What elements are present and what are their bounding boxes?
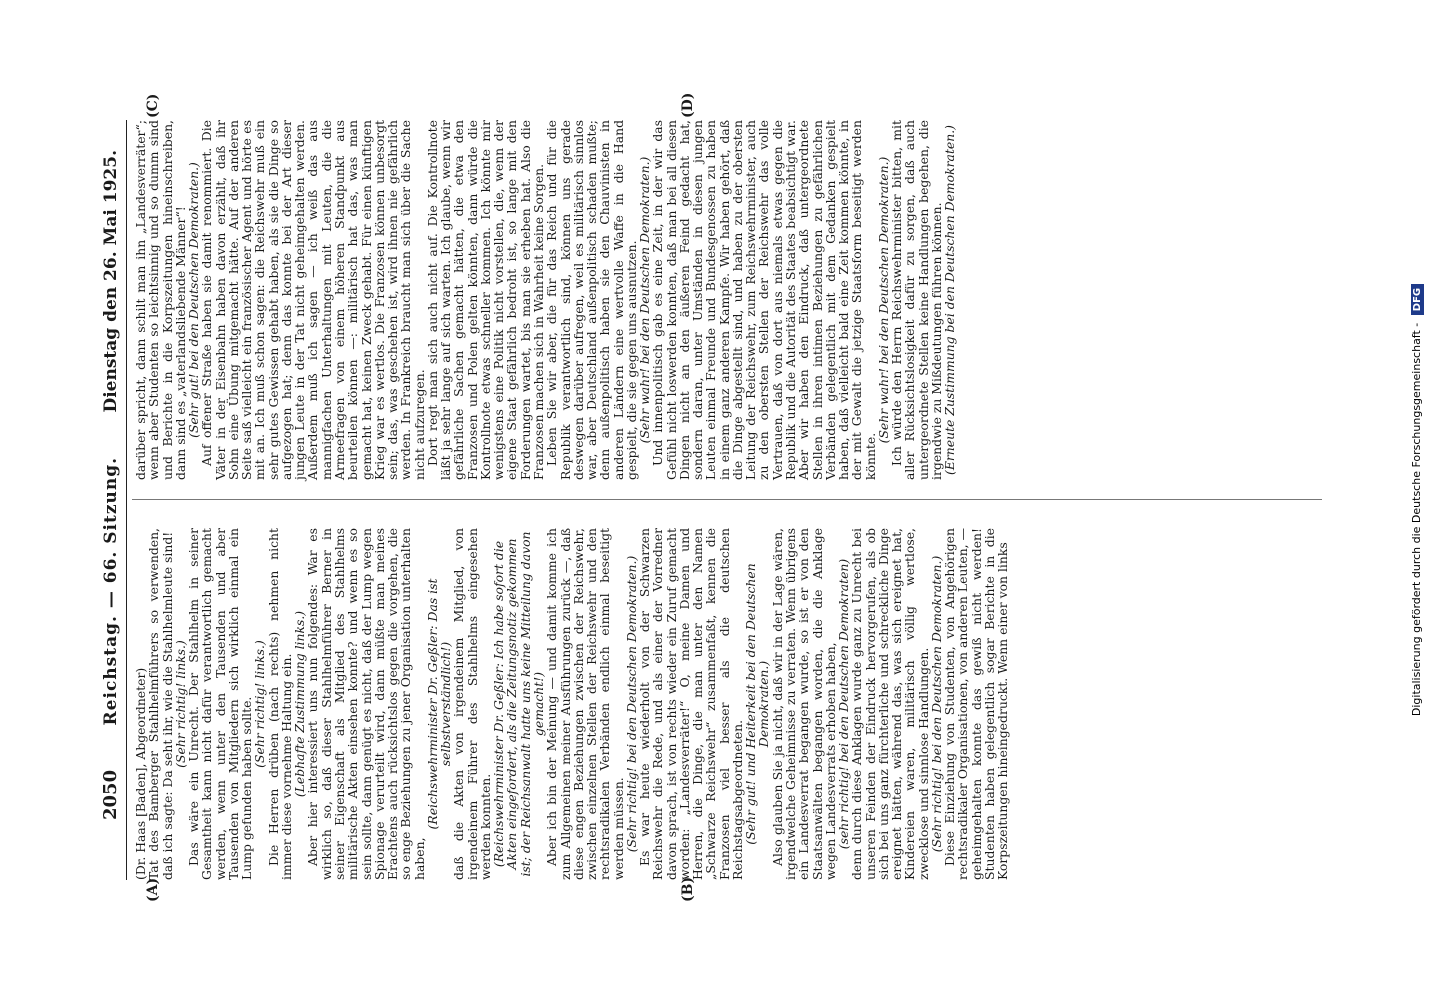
margin-letter-b: (B) [680,876,696,902]
dfg-logo: DFG [1411,284,1424,315]
interjection: (sehr richtig! bei den Deutschen Demokraten) [836,558,852,850]
margin-letter-a: (A) [145,877,161,902]
interjection: (Sehr richtig! bei den Deutschen Demokraten.) [623,555,639,853]
interjection: (Reichswehrminister Dr. Geßler: Ich habe sofort die Akten eingefordert, als die Zeitungsnotiz gekommen ist; der Reichsanwalt hatte uns keine Mitteilung davon gemacht!) [491,531,546,877]
paragraph: Das wäre ein Unrecht. Der Stahlhelm in seiner Gesamtheit kann nicht dafür verantwortlich gemacht werden, wenn unter den Tausenden und aber Tausenden von Mitgliedern sich wirklich einmal ein Lump gefunden haben sollte. [186,528,255,880]
paragraph: daß die Akten von irgendeinem Mitglied, von irgendeinem Führer des Stahlhelms eingesehen werden konnten. [451,528,493,880]
paragraph: Ich würde den Herrn Reichswehrminister bitten, mit aller Rücksichtslosigkeit dafür zu sorgen, daß auch untergeordnete Stellen keine Handlungen begehen, die irgendwie zu Mißdeutungen führen können. [889,120,944,480]
paragraph: Und innenpolitisch gab es eine Zeit, in der wir das Gefühl nicht loswerden konnten, daß man bei all diesen Dingen nicht an den äußeren Feind gedacht hat, sondern daran, unter Umständen in diesen jungen Leuten einmal Freunde und Bundesgenossen zu haben in einem ganz anderen Kampfe. Wir haben gehört, daß die Dinge abgestellt sind, und haben zu der obersten Leitung der Reichswehr, zum Reichswehrminister, auch zu den obersten Stellen der Reichswehr das volle Vertrauen, daß von dort aus niemals etwas gegen die Republik und die Autorität des Staates beabsichtigt war. Aber wir haben den Eindruck, daß untergeordnete Stellen in ihren intimen Beziehungen zu gefährlichen Verbänden gelegentlich mit dem Gedanken gespielt haben, daß vielleicht bald eine Zeit kommen könnte, in der mit Gewalt die jetzige Staatsform beseitigt werden könnte. [650,120,878,480]
paragraph: Aber ich bin der Meinung — und damit komme ich zum Allgemeinen meiner Ausführungen zurück —, daß diese engen Beziehungen zwischen der Reichswehr, zwischen einzelnen Stellen der Reichswehr und den rechtsradikalen Verbänden endlich einmal beseitigt werden müssen. [544,528,626,880]
left-column [134,528,1010,880]
interjection: (Sehr wahr! bei den Deutschen Demokraten.) [637,156,653,444]
paragraph: denn durch diese Anklagen wurde ganz zu Unrecht bei unseren Feinden der Eindruck hervorgerufen, als ob sich bei uns ganz fürchterliche und schreckliche Dinge ereignet hätten, während das, was sich ereignet hat, Kindereien waren, militärisch völlig wertlose, zwecklose und sinnlose Handlungen. [849,528,931,880]
interjection: (Sehr gut! bei den Deutschen Demokraten.) [186,162,202,438]
interjection: (Sehr gut! und Heiterkeit bei den Deutschen Demokraten.) [743,563,772,845]
interjection: (Erneute Zustimmung bei den Deutschen Demokraten.) [942,124,958,476]
page-header [100,150,124,820]
paragraph: Also glauben Sie ja nicht, daß wir in der Lage wären, irgendwelche Geheimnisse zu verraten. Wenn übrigens ein Landesverrat begangen wurde, so ist er von den Staatsanwälten begangen worden, die die Anklage wegen Landesverrats erhoben haben, [769,528,838,880]
paragraph: Leben Sie wir aber, die für das Reich und für die Republik verantwortlich sind, können uns gerade deswegen darüber aufregen, weil es militärisch sinnlos war, aber Deutschland außenpolitisch schaden mußte; denn außenpolitisch haben sie den Chauvinisten in anderen Ländern eine wertvolle Waffe in die Hand gespielt, die sie gegen uns ausnutzen. [544,120,639,480]
interjection: (Sehr richtig! links.) [252,640,268,768]
paragraph: Diese Einziehung von Studenten, von Angehörigen rechtsradikaler Organisationen, von anderen Leuten, — geheimgehalten konnte das gewiß nicht werden! Studenten haben gelegentlich sogar Berichte in die Korpszeitungen hineingedruckt. Wenn einer von links [942,528,1011,880]
page-title: Reichstag. — 66. Sitzung. [101,456,121,726]
paragraph: Aber hier interessiert uns nun folgendes: War es wirklich so, daß dieser Stahlhelmführer Berner in seiner Eigenschaft als Mitglied des Stahlhelms militärische Akten einsehen konnte? und wenn es so sein sollte, dann genügt es nicht, daß der Lump wegen Spionage verurteilt wird, dann müßte man meines Erachtens auch rücksichtslos gegen die vorgehen, die so enge Beziehungen zu jener Organisation unterhalten haben, [305,528,427,880]
footer-text: Digitalisierung gefördert durch die Deutsche Forschungsgemeinschaft - [1410,322,1423,717]
paragraph: Auf offener Straße haben sie damit renommiert. Die Väter in der Eisenbahn haben davon erzählt, daß ihr Sohn eine Übung mitgemacht hätte. Auf der anderen Seite saß vielleicht ein französischer Agent und hörte es mit an. Ich muß schon sagen: die Reichswehr muß ein sehr gutes Gewissen gehabt haben, als sie die Dinge so aufgezogen hat; denn das konnte bei der Art dieser jungen Leute in der Tat nicht geheimgehalten werden. Außerdem muß ich sagen — ich weiß das aus mannigfachen Unterhaltungen mit Leuten, die die Armeefragen von einem höheren Standpunkt aus beurteilen können —: militärisch hat das, was man gemacht hat, keinen Zweck gehabt. Für einen künftigen Krieg war es wertlos. Die Franzosen können unbesorgt sein; das, was geschehen ist, wird ihnen nie gefährlich werden. In Frankreich braucht man sich über die Sache nicht aufzuregen. [199,120,427,480]
interjection: (Sehr richtig! bei den Deutschen Demokraten.) [928,555,944,853]
paragraph: Es war heute wiederholt von der Schwarzen Reichswehr die Rede, und als einer der Vorredner davon sprach, ist von rechts wieder ein Zuruf gemacht worden: „Landesverräter!“ O, meine Damen und Herren, die Dinge, die man unter den Namen „Schwarze Reichswehr“ zusammenfaßt, kennen die Franzosen viel besser als die deutschen Reichstagsabgeordneten. [637,528,745,880]
paragraph: darüber spricht, dann schilt man ihn „Landesverräter“; wenn aber Studenten so leichtsinnig und so dumm sind und Berichte in die Korpszeitungen hineinschreiben, dann sind es „vaterlandsliebende Männer“! [133,120,188,480]
interjection: (Lebhafte Zustimmung links.) [292,610,308,798]
right-column [134,120,956,480]
margin-letter-c: (C) [145,93,161,118]
paragraph: Tat des Bamberger Stahlhelmführers so verwenden, daß ich sagte: Da seht ihr, wie die Stahlhelmleute sind! [146,528,175,880]
column-divider [132,499,1322,500]
header-rule [126,120,127,880]
interjection: (Sehr richtig! links.) [172,640,188,768]
interjection: (Sehr wahr! bei den Deutschen Demokraten.) [875,156,891,444]
speaker-line: (Dr. Haas [Baden], Abgeordneter) [133,667,148,880]
paragraph: Dort regt man sich auch nicht auf. Die Kontrollnote läßt ja sehr lange auf sich warten. Ich glaube, wenn wir gefährliche Sachen gemacht hätten, die etwa den Franzosen und Polen gelten könnten, dann würde die Kontrollnote etwas schneller kommen. Ich könnte mir wenigstens eine Politik nicht vorstellen, die, wenn der eigene Staat gefährlich bedroht ist, so lange mit den Forderungen wartet, bis man sie erheben hat. Also die Franzosen machen sich in Wahrheit keine Sorgen. [424,120,546,480]
interjection: (Reichswehrminister Dr. Geßler: Das ist selbstverständlich!) [424,578,454,830]
session-date: Dienstag den 26. Mai 1925. [101,150,121,413]
page-number: 2050 [100,769,121,820]
digitization-footer [1410,0,1424,1000]
margin-letter-d: (D) [680,92,696,118]
paragraph: Die Herren drüben (nach rechts) nehmen nicht immer diese vornehme Haltung ein. [265,528,294,880]
